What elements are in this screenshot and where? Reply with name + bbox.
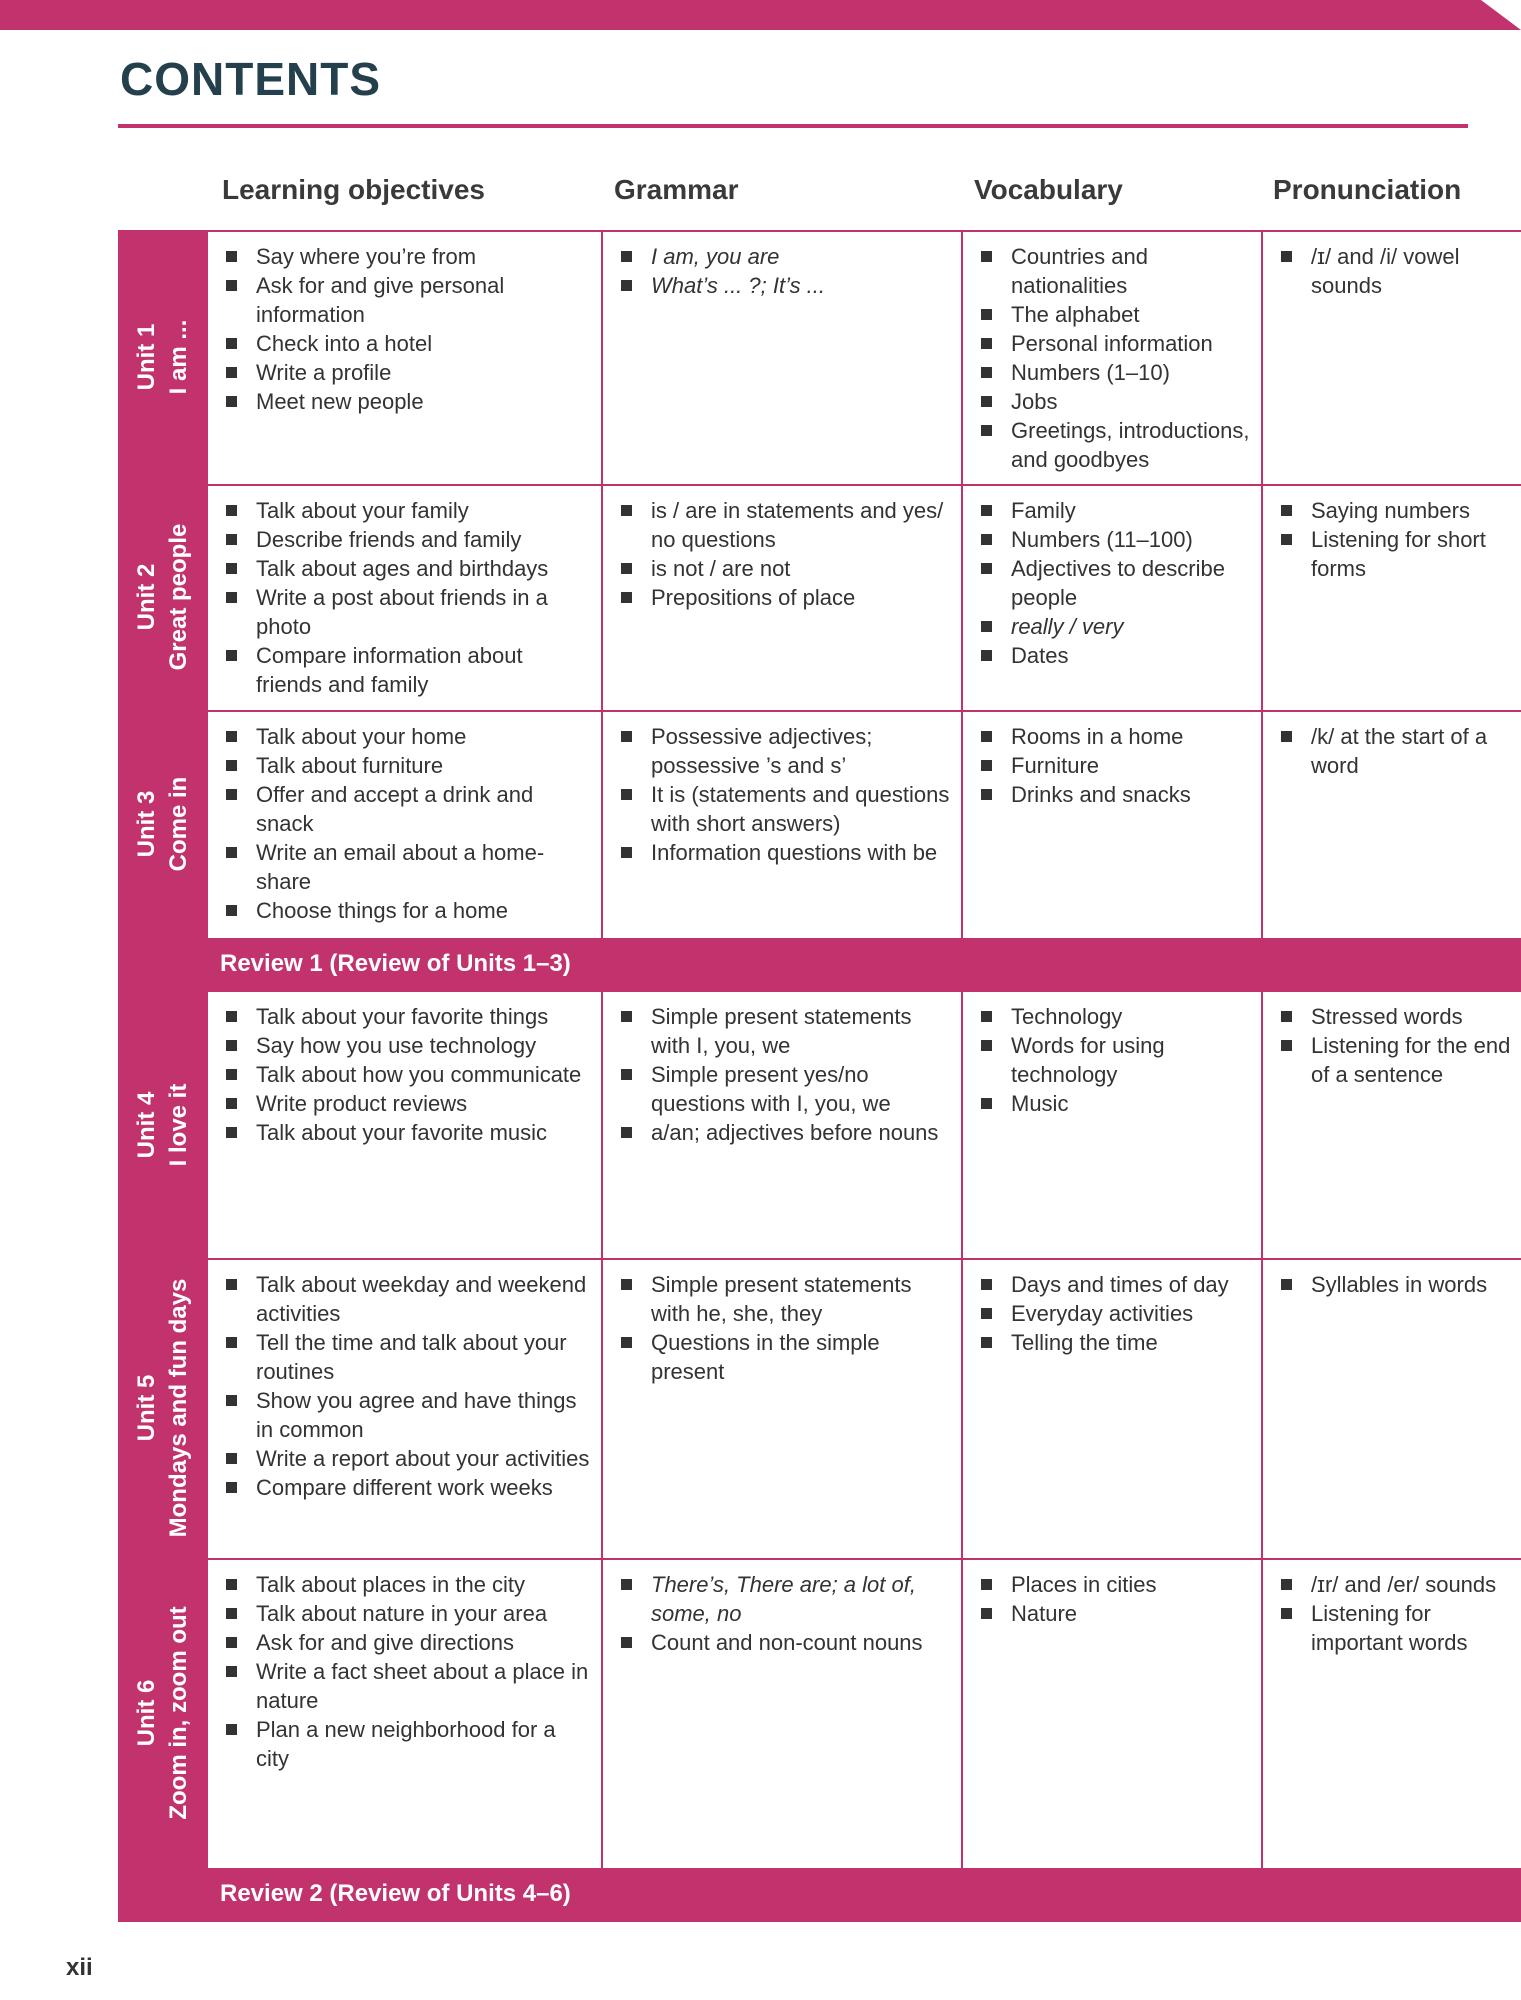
list-item: Possessive adjectives; possessive ’s and s’ xyxy=(619,722,951,780)
list-item: Saying numbers xyxy=(1279,496,1511,525)
list-item: Plan a new neighborhood for a city xyxy=(224,1715,591,1773)
list-item: Listening for short forms xyxy=(1279,525,1511,583)
list-item: really / very xyxy=(979,612,1251,641)
list-item: Listening for the end of a sentence xyxy=(1279,1031,1511,1089)
list-item: Count and non-count nouns xyxy=(619,1628,951,1657)
list-item: /ɪr/ and /er/ sounds xyxy=(1279,1570,1511,1599)
unit-title: Great people xyxy=(165,523,192,671)
unit-band-3 xyxy=(118,710,208,938)
list-item: Questions in the simple present xyxy=(619,1328,951,1386)
list-item: Listening for important words xyxy=(1279,1599,1511,1657)
objectives-cell xyxy=(208,992,601,1258)
list-item: Offer and accept a drink and snack xyxy=(224,780,591,838)
list-item: Days and times of day xyxy=(979,1270,1251,1299)
unit-number: Unit 4 xyxy=(133,1091,160,1159)
list-item: The alphabet xyxy=(979,300,1251,329)
unit-row-2 xyxy=(208,484,1521,710)
list-item: Ask for and give personal information xyxy=(224,271,591,329)
unit-band-review-1 xyxy=(118,938,208,992)
list-item: Write a fact sheet about a place in nature xyxy=(224,1657,591,1715)
grammar-cell xyxy=(601,1260,961,1558)
pronunciation-cell xyxy=(1261,486,1521,710)
objectives-cell xyxy=(208,1260,601,1558)
column-header-objectives: Learning objectives xyxy=(222,174,485,205)
list-item: a/an; adjectives before nouns xyxy=(619,1118,951,1147)
list-item: Words for using technology xyxy=(979,1031,1251,1089)
list-item: Greetings, introductions, and goodbyes xyxy=(979,416,1251,474)
list-item: Talk about weekday and weekend activities xyxy=(224,1270,591,1328)
list-item: Telling the time xyxy=(979,1328,1251,1357)
unit-row-5 xyxy=(208,1258,1521,1558)
list-item: Tell the time and talk about your routines xyxy=(224,1328,591,1386)
list-item: Write an email about a home-share xyxy=(224,838,591,896)
list-item: It is (statements and questions with short answers) xyxy=(619,780,951,838)
vocabulary-cell xyxy=(961,486,1261,710)
objectives-cell xyxy=(208,232,601,484)
list-item: Write a profile xyxy=(224,358,591,387)
list-item: Syllables in words xyxy=(1279,1270,1511,1299)
list-item: Talk about your favorite things xyxy=(224,1002,591,1031)
vocabulary-cell xyxy=(961,232,1261,484)
grammar-cell xyxy=(601,232,961,484)
objectives-cell xyxy=(208,712,601,938)
unit-number: Unit 5 xyxy=(133,1374,160,1442)
unit-row-3 xyxy=(208,710,1521,938)
list-item: Adjectives to describe people xyxy=(979,554,1251,612)
unit-band-5 xyxy=(118,1258,208,1558)
list-item: Say how you use technology xyxy=(224,1031,591,1060)
list-item: Talk about your family xyxy=(224,496,591,525)
objectives-cell xyxy=(208,486,601,710)
grammar-cell xyxy=(601,712,961,938)
list-item: is / are in statements and yes/ no questions xyxy=(619,496,951,554)
list-item: Simple present statements with he, she, they xyxy=(619,1270,951,1328)
column-header-pronunciation: Pronunciation xyxy=(1273,174,1462,205)
review-label: Review 1 (Review of Units 1–3) xyxy=(220,950,571,977)
grammar-cell xyxy=(601,992,961,1258)
column-header-grammar: Grammar xyxy=(614,174,739,205)
list-item: Talk about your home xyxy=(224,722,591,751)
list-item: Personal information xyxy=(979,329,1251,358)
vocabulary-cell xyxy=(961,1560,1261,1868)
list-item: I am, you are xyxy=(619,242,951,271)
list-item: Nature xyxy=(979,1599,1251,1628)
list-item: Dates xyxy=(979,641,1251,670)
list-item: Say where you’re from xyxy=(224,242,591,271)
list-item: Places in cities xyxy=(979,1570,1251,1599)
top-color-band xyxy=(0,0,1521,30)
unit-title: Come in xyxy=(165,776,192,872)
list-item: Write a report about your activities xyxy=(224,1444,591,1473)
list-item: What’s ... ?; It’s ... xyxy=(619,271,951,300)
list-item: Numbers (11–100) xyxy=(979,525,1251,554)
page-number: xii xyxy=(66,1954,93,1981)
list-item: Talk about how you communicate xyxy=(224,1060,591,1089)
list-item: Technology xyxy=(979,1002,1251,1031)
unit-number: Unit 1 xyxy=(133,323,160,391)
unit-number: Unit 3 xyxy=(133,790,160,858)
list-item: Ask for and give directions xyxy=(224,1628,591,1657)
list-item: Meet new people xyxy=(224,387,591,416)
review-band-1 xyxy=(208,938,1521,992)
unit-title: Mondays and fun days xyxy=(165,1278,192,1538)
list-item: Compare information about friends and family xyxy=(224,641,591,699)
unit-row-1 xyxy=(208,230,1521,484)
list-item: Everyday activities xyxy=(979,1299,1251,1328)
list-item: Check into a hotel xyxy=(224,329,591,358)
unit-row-6 xyxy=(208,1558,1521,1868)
list-item: Talk about places in the city xyxy=(224,1570,591,1599)
list-item: Compare different work weeks xyxy=(224,1473,591,1502)
unit-title: I am ... xyxy=(165,319,192,395)
list-item: Jobs xyxy=(979,387,1251,416)
unit-row-4 xyxy=(208,992,1521,1258)
grammar-cell xyxy=(601,1560,961,1868)
unit-band-review-2 xyxy=(118,1868,208,1922)
list-item: Numbers (1–10) xyxy=(979,358,1251,387)
unit-band-4 xyxy=(118,992,208,1258)
pronunciation-cell xyxy=(1261,232,1521,484)
list-item: Simple present yes/no questions with I, you, we xyxy=(619,1060,951,1118)
unit-number: Unit 6 xyxy=(133,1679,160,1747)
page-title: CONTENTS xyxy=(120,53,381,105)
top-band-cut xyxy=(1481,0,1521,30)
list-item: Furniture xyxy=(979,751,1251,780)
objectives-cell xyxy=(208,1560,601,1868)
list-item: Write product reviews xyxy=(224,1089,591,1118)
unit-band-2 xyxy=(118,484,208,710)
list-item: Talk about furniture xyxy=(224,751,591,780)
list-item: Talk about your favorite music xyxy=(224,1118,591,1147)
list-item: Write a post about friends in a photo xyxy=(224,583,591,641)
list-item: /ɪ/ and /i/ vowel sounds xyxy=(1279,242,1511,300)
list-item: /k/ at the start of a word xyxy=(1279,722,1511,780)
list-item: Describe friends and family xyxy=(224,525,591,554)
list-item: Family xyxy=(979,496,1251,525)
list-item: Stressed words xyxy=(1279,1002,1511,1031)
contents-table xyxy=(118,230,1521,1928)
grammar-cell xyxy=(601,486,961,710)
list-item: Countries and nationalities xyxy=(979,242,1251,300)
vocabulary-cell xyxy=(961,712,1261,938)
review-band-2 xyxy=(208,1868,1521,1922)
pronunciation-cell xyxy=(1261,992,1521,1258)
list-item: Show you agree and have things in common xyxy=(224,1386,591,1444)
vocabulary-cell xyxy=(961,992,1261,1258)
list-item: Talk about ages and birthdays xyxy=(224,554,591,583)
list-item: Music xyxy=(979,1089,1251,1118)
unit-number: Unit 2 xyxy=(133,563,160,631)
pronunciation-cell xyxy=(1261,712,1521,938)
unit-title: Zoom in, zoom out xyxy=(165,1606,192,1820)
list-item: Simple present statements with I, you, we xyxy=(619,1002,951,1060)
unit-title: I love it xyxy=(165,1083,192,1167)
vocabulary-cell xyxy=(961,1260,1261,1558)
list-item: Rooms in a home xyxy=(979,722,1251,751)
column-header-vocabulary: Vocabulary xyxy=(974,174,1123,205)
pronunciation-cell xyxy=(1261,1260,1521,1558)
unit-band-1 xyxy=(118,230,208,484)
list-item: Drinks and snacks xyxy=(979,780,1251,809)
list-item: is not / are not xyxy=(619,554,951,583)
list-item: Information questions with be xyxy=(619,838,951,867)
list-item: Prepositions of place xyxy=(619,583,951,612)
list-item: Choose things for a home xyxy=(224,896,591,925)
title-rule xyxy=(118,124,1468,128)
unit-band-6 xyxy=(118,1558,208,1868)
review-label: Review 2 (Review of Units 4–6) xyxy=(220,1880,571,1907)
list-item: There’s, There are; a lot of, some, no xyxy=(619,1570,951,1628)
pronunciation-cell xyxy=(1261,1560,1521,1868)
list-item: Talk about nature in your area xyxy=(224,1599,591,1628)
